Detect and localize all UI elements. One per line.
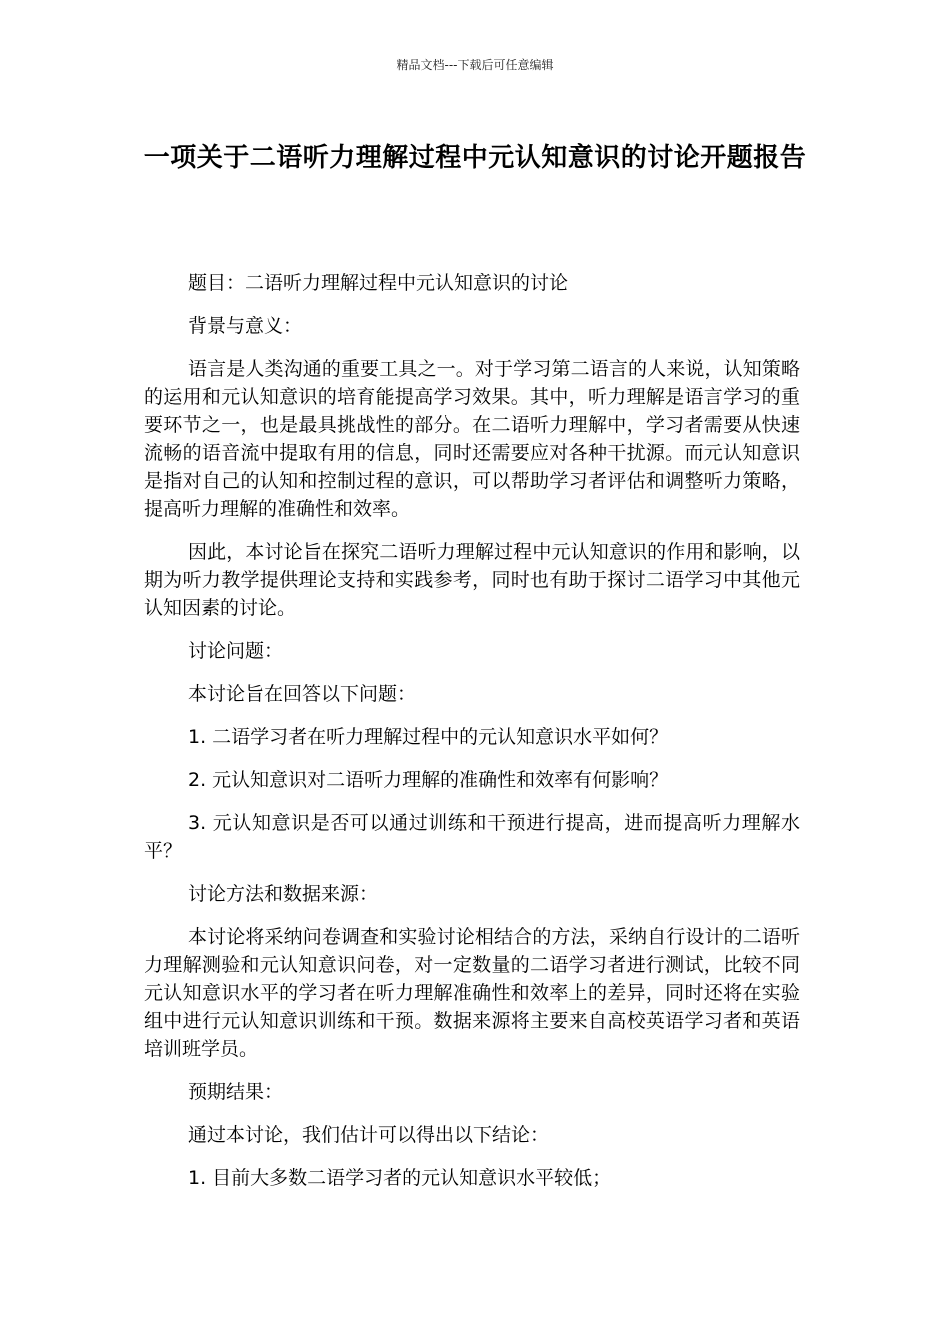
section-heading-methods: 讨论方法和数据来源： — [188, 883, 379, 905]
methods-paragraph: 本讨论将采纳问卷调查和实验讨论相结合的方法，采纳自行设计的二语听力理解测验和元认知意识问卷，对一定数量的二语学习者进行测试，比较不同元认知意识水平的学习者在听力理解准确性和效率上的差异，同时还将在实验组中进行元认知意识训练和干预。数据来源将主要来自高校英语学习者和英语培训班学员。 — [144, 926, 800, 1060]
question-item: 3. 元认知意识是否可以通过训练和干预进行提高，进而提高听力理解水平？ — [144, 812, 800, 862]
section-heading-results: 预期结果： — [188, 1081, 284, 1103]
question-item: 1. 二语学习者在听力理解过程中的元认知意识水平如何？ — [188, 726, 669, 748]
document-title: 一项关于二语听力理解过程中元认知意识的讨论开题报告 — [143, 143, 807, 173]
question-item: 2. 元认知意识对二语听力理解的准确性和效率有何影响？ — [188, 769, 669, 791]
header-note: 精品文档---下载后可任意编辑 — [396, 58, 554, 72]
section-heading-questions: 讨论问题： — [188, 640, 284, 662]
questions-intro: 本讨论旨在回答以下问题： — [188, 683, 417, 705]
section-heading-background: 背景与意义： — [188, 315, 303, 337]
results-intro: 通过本讨论，我们估计可以得出以下结论： — [188, 1124, 550, 1146]
topic-line: 题目：二语听力理解过程中元认知意识的讨论 — [188, 272, 569, 294]
background-paragraph: 语言是人类沟通的重要工具之一。对于学习第二语言的人来说，认知策略的运用和元认知意识的培育能提高学习效果。其中，听力理解是语言学习的重要环节之一，也是最具挑战性的部分。在二语听力理解中，学习者需要从快速流畅的语音流中提取有用的信息，同时还需要应对各种干扰源。而元认知意识是指对自己的认知和控制过程的意识，可以帮助学习者评估和调整听力策略，提高听力理解的准确性和效率。 — [144, 358, 800, 520]
significance-paragraph: 因此，本讨论旨在探究二语听力理解过程中元认知意识的作用和影响，以期为听力教学提供理论支持和实践参考，同时也有助于探讨二语学习中其他元认知因素的讨论。 — [144, 541, 800, 619]
document-body — [144, 269, 800, 1207]
result-item: 1. 目前大多数二语学习者的元认知意识水平较低； — [188, 1167, 612, 1189]
